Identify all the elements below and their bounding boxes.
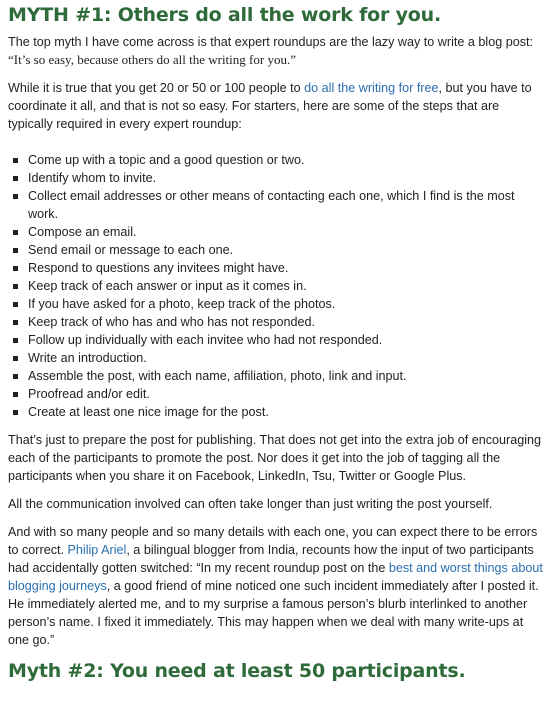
bullet-icon xyxy=(13,338,18,343)
list-item-text: Compose an email. xyxy=(28,225,137,239)
list-item-text: Respond to questions any invitees might have. xyxy=(28,261,289,275)
link-best-and-worst-things[interactable]: best and worst things about blogging journeys xyxy=(8,561,543,593)
list-item-text: Identify whom to invite. xyxy=(28,171,157,185)
list-item xyxy=(8,151,545,169)
bullet-icon xyxy=(13,230,18,235)
intro-paragraph xyxy=(8,33,545,69)
link-do-all-the-writing-for-free[interactable]: do all the writing for free xyxy=(304,81,439,95)
list-item xyxy=(8,241,545,259)
bullet-icon xyxy=(13,176,18,181)
list-item-text: Follow up individually with each invitee who had not responded. xyxy=(28,333,383,347)
para2-after: , but you have to coordinate it all, and that is not so easy. For starters, here are some of the steps that are typically required in every expert roundup: xyxy=(8,81,532,131)
paragraph-communication: All the communication involved can often take longer than just writing the post yourself. xyxy=(8,497,493,511)
bullet-icon xyxy=(13,356,18,361)
bullet-icon xyxy=(13,302,18,307)
list-item xyxy=(8,403,545,421)
para5-part-c: , a good friend of mine noticed one such incident immediately after I posted it. He immediately alerted me, and to my surprise a famous person’s blurb interlinked to another person’s name. I fixed it immediately. This may happen when we deal with many write-ups at one go.” xyxy=(8,579,539,647)
list-item-text: Send email or message to each one. xyxy=(28,243,234,257)
list-item xyxy=(8,169,545,187)
list-item xyxy=(8,187,545,223)
para5-part-a: And with so many people and so many details with each one, you can expect there to be errors to correct. xyxy=(8,525,538,557)
bullet-icon xyxy=(13,284,18,289)
myth-1-heading: MYTH #1: Others do all the work for you. xyxy=(8,4,441,26)
steps-list xyxy=(8,151,545,421)
bullet-icon xyxy=(13,248,18,253)
list-item xyxy=(8,331,545,349)
list-item-text: Write an introduction. xyxy=(28,351,147,365)
link-philip-ariel[interactable]: Philip Ariel xyxy=(67,543,127,557)
bullet-icon xyxy=(13,158,18,163)
list-item xyxy=(8,295,545,313)
list-item xyxy=(8,259,545,277)
bullet-icon xyxy=(13,410,18,415)
myth-2-heading: Myth #2: You need at least 50 participants. xyxy=(8,660,466,682)
para5-part-b: , a bilingual blogger from India, recounts how the input of two participants had accidentally gotten switched: “In my recent roundup post on the xyxy=(8,543,534,575)
list-item xyxy=(8,349,545,367)
list-item-text: Create at least one nice image for the post. xyxy=(28,405,269,419)
list-item-text: Come up with a topic and a good question or two. xyxy=(28,153,305,167)
intro-quote: “It’s so easy, because others do all the writing for you.” xyxy=(8,52,296,67)
bullet-icon xyxy=(13,320,18,325)
list-item-text: Assemble the post, with each name, affiliation, photo, link and input. xyxy=(28,369,407,383)
paragraph-errors xyxy=(8,523,545,649)
list-item xyxy=(8,367,545,385)
list-item-text: Collect email addresses or other means of contacting each one, which I find is the most work. xyxy=(28,189,515,221)
bullet-icon xyxy=(13,266,18,271)
list-item-text: If you have asked for a photo, keep track of the photos. xyxy=(28,297,336,311)
paragraph-coordination xyxy=(8,79,545,133)
list-item xyxy=(8,385,545,403)
intro-text: The top myth I have come across is that expert roundups are the lazy way to write a blog post: xyxy=(8,35,534,49)
para2-before: While it is true that you get 20 or 50 or 100 people to xyxy=(8,81,305,95)
list-item-text: Keep track of who has and who has not responded. xyxy=(28,315,316,329)
list-item xyxy=(8,277,545,295)
bullet-icon xyxy=(13,194,18,199)
list-item xyxy=(8,223,545,241)
list-item-text: Proofread and/or edit. xyxy=(28,387,150,401)
bullet-icon xyxy=(13,392,18,397)
paragraph-promotion: That’s just to prepare the post for publishing. That does not get into the extra job of encouraging each of the participants to promote the post. Nor does it get into the job of tagging all the participants when you share it on Facebook, LinkedIn, Tsu, Twitter or Google Plus. xyxy=(8,433,542,483)
bullet-icon xyxy=(13,374,18,379)
list-item-text: Keep track of each answer or input as it comes in. xyxy=(28,279,307,293)
list-item xyxy=(8,313,545,331)
